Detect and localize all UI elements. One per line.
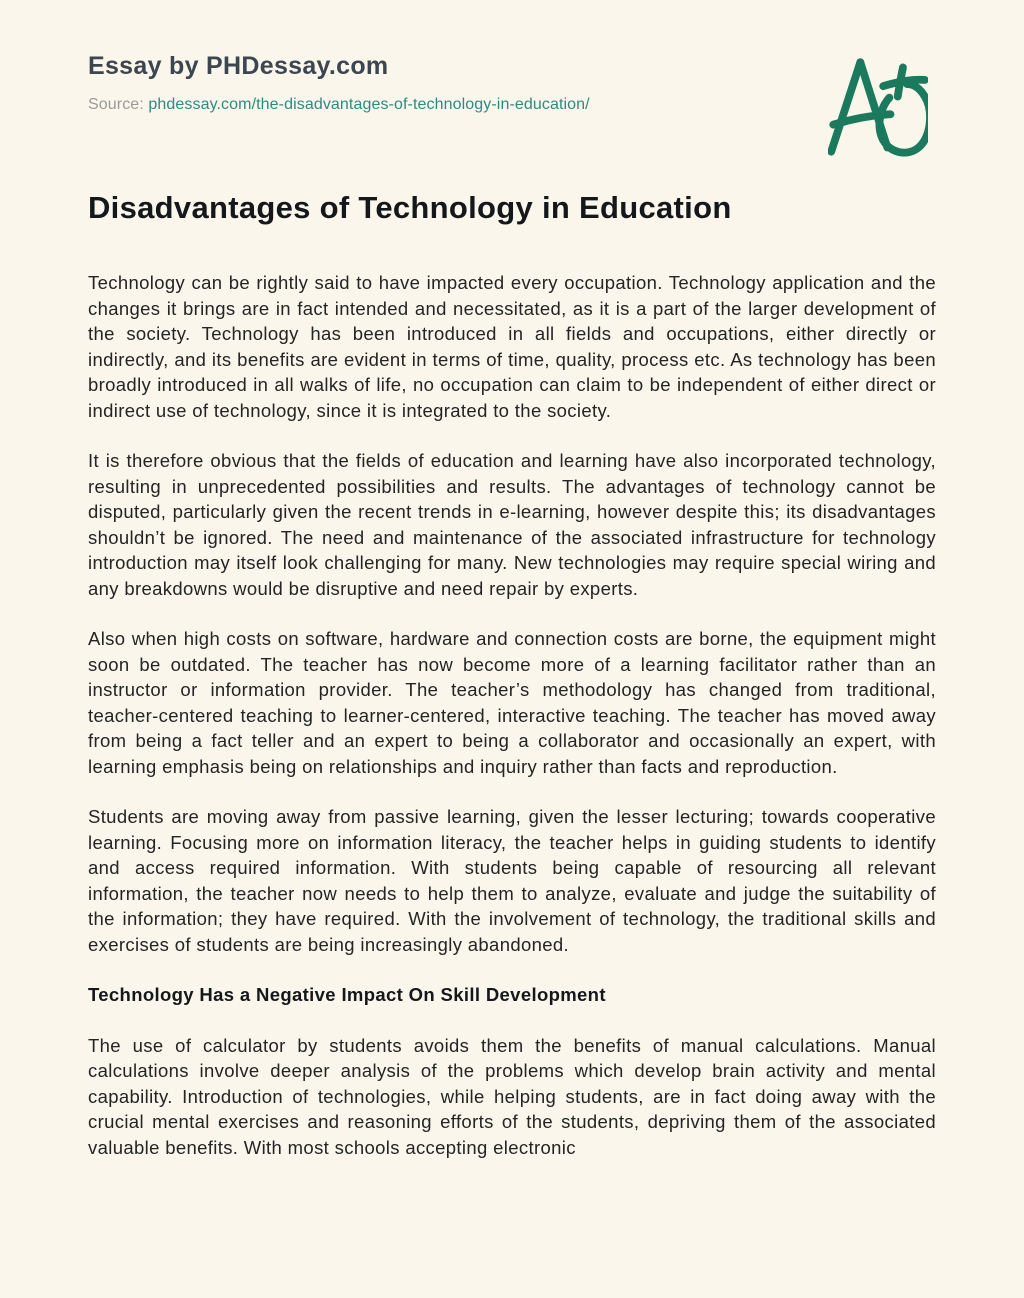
page-header xyxy=(88,0,936,114)
source-label: Source: xyxy=(88,96,144,113)
section-heading: Technology Has a Negative Impact On Skill Development xyxy=(88,984,606,1005)
essay-paragraph-4: Students are moving away from passive learning, given the lesser lecturing; towards cooperative learning. Focusing more on information literacy, the teacher helps in guiding students to identify and access required information. With students being capable of resourcing all relevant information, the teacher now needs to help them to analyze, evaluate and judge the suitability of the information; they have required. With the involvement of technology, the traditional skills and exercises of students are being increasingly abandoned. xyxy=(88,806,936,955)
a-plus-icon xyxy=(828,56,928,160)
essay-paragraph-2: It is therefore obvious that the fields of education and learning have also incorporated technology, resulting in unprecedented possibilities and results. The advantages of technology cannot be disputed, particularly given the recent trends in e-learning, however despite this; its disadvantages shouldn’t be ignored. The need and maintenance of the associated infrastructure for technology introduction may itself look challenging for many. New technologies may require special wiring and any breakdowns would be disruptive and need repair by experts. xyxy=(88,450,936,599)
essay-paragraph-3: Also when high costs on software, hardware and connection costs are borne, the equipment might soon be outdated. The teacher has now become more of a learning facilitator rather than an instructor or information provider. The teacher’s methodology has changed from traditional, teacher-centered teaching to learner-centered, interactive teaching. The teacher has moved away from being a fact teller and an expert to being a collaborator and occasionally an expert, with learning emphasis being on relationships and inquiry rather than facts and reproduction. xyxy=(88,628,936,777)
source-link[interactable]: phdessay.com/the-disadvantages-of-technology-in-education/ xyxy=(148,96,590,113)
source-line xyxy=(88,96,936,114)
essay-content xyxy=(88,114,936,1160)
essay-paragraph-1: Technology can be rightly said to have impacted every occupation. Technology application and the changes it brings are in fact intended and necessitated, as it is a part of the larger development of the society. Technology has been introduced in all fields and occupations, either directly or indirectly, and its benefits are evident in terms of time, quality, process etc. As technology has been broadly introduced in all walks of life, no occupation can claim to be independent of either direct or indirect use of technology, since it is integrated to the society. xyxy=(88,272,936,421)
header-title: Essay by PHDessay.com xyxy=(88,52,389,80)
essay-paragraph-5: The use of calculator by students avoids them the benefits of manual calculations. Manual calculations involve deeper analysis of the problems which develop brain activity and mental capability. Introduction of technologies, while helping students, are in fact doing away with the crucial mental exercises and reasoning efforts of the students, depriving them of the associated valuable benefits. With most schools accepting electronic xyxy=(88,1034,936,1158)
phdessay-logo xyxy=(828,56,928,160)
essay-title: Disadvantages of Technology in Education xyxy=(88,190,732,225)
